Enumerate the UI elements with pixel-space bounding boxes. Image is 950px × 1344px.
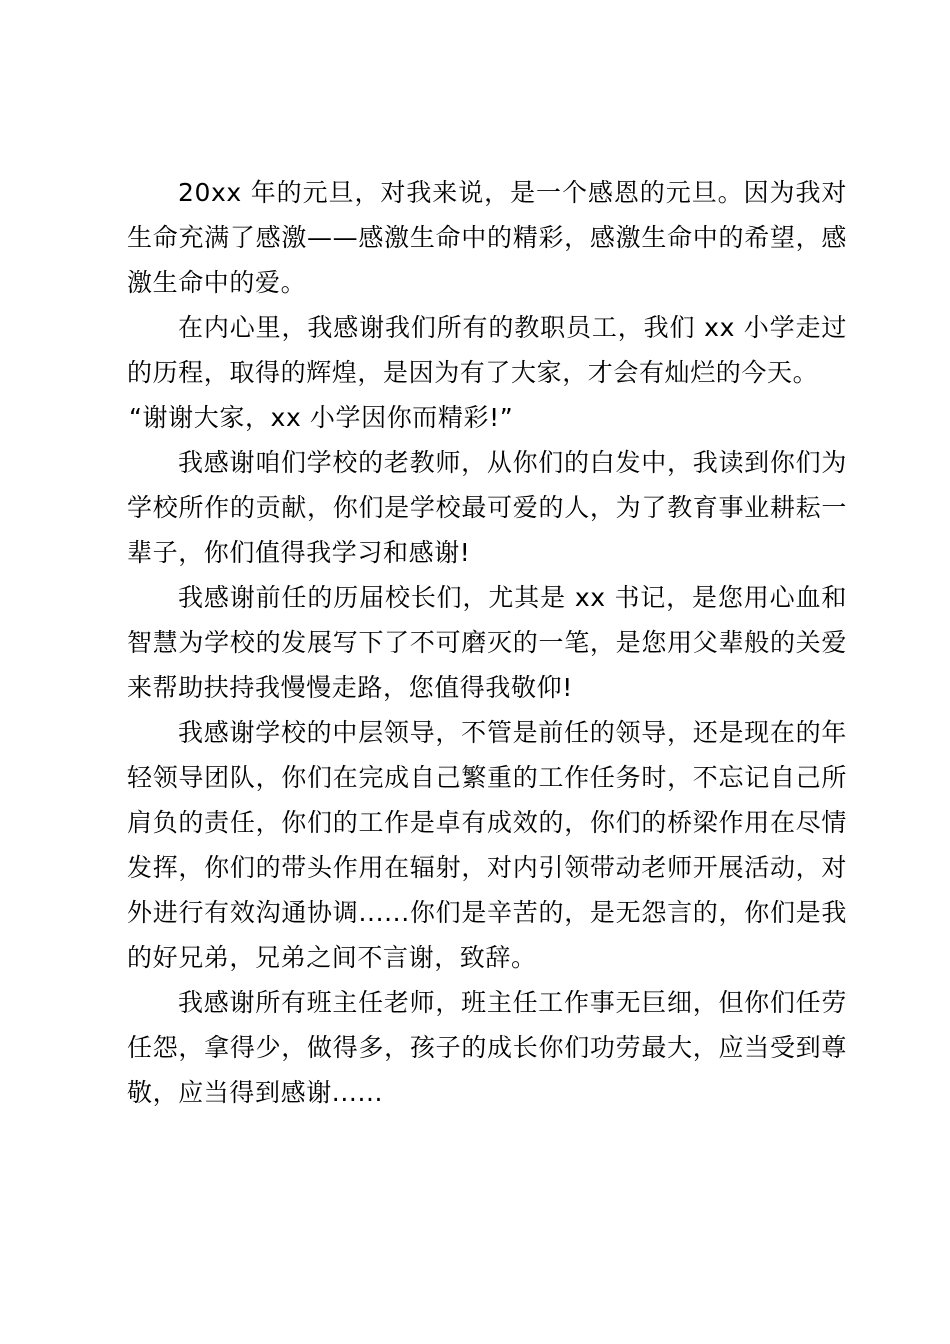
paragraph-7: 我感谢所有班主任老师，班主任工作事无巨细，但你们任劳任怨，拿得少，做得多，孩子的成长你们功劳最大，应当受到尊敬，应当得到感谢...... [127, 988, 847, 1107]
paragraph-quote: “谢谢大家，xx 小学因你而精彩!” [129, 403, 514, 432]
paragraph-1: 20xx 年的元旦，对我来说，是一个感恩的元旦。因为我对生命充满了感激——感激生命中的精彩，感激生命中的希望，感激生命中的爱。 [127, 178, 847, 297]
document-body [127, 170, 847, 1115]
paragraph-2: 在内心里，我感谢我们所有的教职员工，我们 xx 小学走过的历程，取得的辉煌，是因为有了大家，才会有灿烂的今天。 [127, 313, 847, 387]
paragraph-6: 我感谢学校的中层领导，不管是前任的领导，还是现在的年轻领导团队，你们在完成自己繁重的工作任务时，不忘记自己所肩负的责任，你们的工作是卓有成效的，你们的桥梁作用在尽情发挥，你们的带头作用在辐射，对内引领带动老师开展活动，对外进行有效沟通协调......你们是辛苦的，是无怨言的，你们是我的好兄弟，兄弟之间不言谢，致辞。 [127, 718, 847, 972]
paragraph-5: 我感谢前任的历届校长们，尤其是 xx 书记，是您用心血和智慧为学校的发展写下了不可磨灭的一笔，是您用父辈般的关爱来帮助扶持我慢慢走路，您值得我敬仰! [127, 583, 847, 702]
paragraph-4: 我感谢咱们学校的老教师，从你们的白发中，我读到你们为学校所作的贡献，你们是学校最可爱的人，为了教育事业耕耘一辈子，你们值得我学习和感谢! [127, 448, 847, 567]
